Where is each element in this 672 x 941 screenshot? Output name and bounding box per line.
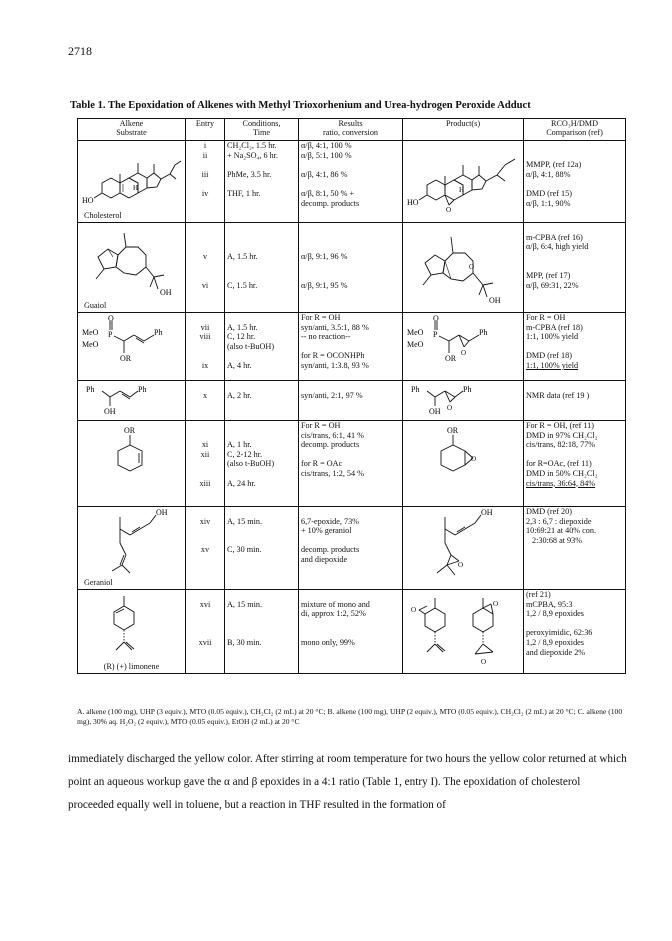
svg-text:O: O bbox=[446, 206, 452, 214]
substrate-name: Cholesterol bbox=[84, 211, 122, 221]
geraniol-epoxide-structure bbox=[405, 507, 521, 589]
geraniol-structure bbox=[80, 507, 183, 579]
svg-text:OH: OH bbox=[429, 407, 441, 416]
results-cell: For R = OH syn/anti, 3.5:1, 88 % -- no reaction-- for R = OCONHPh syn/anti, 1:3.8, 93 % bbox=[299, 313, 403, 381]
entry-cell: i ii iii iv bbox=[186, 141, 225, 223]
substrate-name: Guaiol bbox=[84, 301, 107, 311]
limonene-epoxides-structure bbox=[405, 590, 521, 672]
table-row bbox=[78, 381, 626, 421]
substrate-name: (R) (+) limonene bbox=[103, 662, 160, 672]
product-phosphonate-epoxide bbox=[403, 313, 524, 381]
comparison-cell: NMR data (ref 19 ) bbox=[524, 381, 626, 421]
header-products: Product(s) bbox=[403, 119, 524, 141]
svg-text:Ph: Ph bbox=[411, 385, 420, 394]
svg-text:Ph: Ph bbox=[138, 385, 147, 394]
table-row bbox=[78, 141, 626, 223]
guaiol-epoxide-structure bbox=[405, 223, 521, 311]
svg-text:Ph: Ph bbox=[479, 328, 488, 337]
comparison-cell: (ref 21) mCPBA, 95:3 1,2 / 8,9 epoxides peroxyimidic, 62:36 1,2 / 8,9 epoxides and diepoxide 2% bbox=[524, 590, 626, 674]
substrate-diphenyl-allylic-alcohol bbox=[78, 381, 186, 421]
svg-text:Ph: Ph bbox=[86, 385, 95, 394]
header-comparison: RCO₃H/DMD Comparison (ref) bbox=[524, 119, 626, 141]
svg-text:O: O bbox=[471, 455, 477, 463]
svg-text:O: O bbox=[481, 658, 487, 666]
header-conditions: Conditions, Time bbox=[225, 119, 299, 141]
comparison-cell: For R = OH, (ref 11) DMD in 97% CH₂Cl₂ cis/trans, 82:18, 77% for R=OAc, (ref 11) DMD in 50% CH₂Cl₂ cis/trans, 36:64, 84% bbox=[524, 421, 626, 507]
results-cell: For R = OH cis/trans, 6:1, 41 % decomp. products for R = OAc cis/trans, 1:2, 54 % bbox=[299, 421, 403, 507]
conditions-cell: A, 1 hr. C, 2-12 hr. (also t-BuOH) A, 24 hr. bbox=[225, 421, 299, 507]
svg-text:MeO: MeO bbox=[82, 340, 99, 349]
phosphonate-structure bbox=[80, 313, 183, 379]
entry-cell: xiv xv bbox=[186, 507, 225, 590]
conditions-cell: A, 2 hr. bbox=[225, 381, 299, 421]
comparison-cell: For R = OH m-CPBA (ref 18) 1:1, 100% yield DMD (ref 18) 1:1, 100% yield bbox=[524, 313, 626, 381]
svg-text:O: O bbox=[461, 349, 467, 357]
table-row bbox=[78, 421, 626, 507]
phosphonate-epoxide-structure bbox=[405, 313, 521, 379]
substrate-cholesterol bbox=[78, 141, 186, 223]
svg-text:H: H bbox=[133, 184, 139, 192]
results-cell: mixture of mono and di, approx 1:2, 52% mono only, 99% bbox=[299, 590, 403, 674]
conditions-cell: A, 15 min. B, 30 min. bbox=[225, 590, 299, 674]
header-entry: Entry bbox=[186, 119, 225, 141]
substrate-phosphonate bbox=[78, 313, 186, 381]
comparison-cell: m-CPBA (ref 16) α/β, 6:4, high yield MPP, (ref 17) α/β, 69:31, 22% bbox=[524, 223, 626, 313]
comparison-cell: DMD (ref 20) 2,3 : 6,7 : diepoxide 10:69:21 at 40% con. 2:30:68 at 93% bbox=[524, 507, 626, 590]
svg-text:O: O bbox=[447, 404, 453, 412]
results-cell: α/β, 9:1, 96 % α/β, 9:1, 95 % bbox=[299, 223, 403, 313]
results-cell: syn/anti, 2:1, 97 % bbox=[299, 381, 403, 421]
table-row bbox=[78, 507, 626, 590]
svg-text:O: O bbox=[108, 314, 114, 323]
svg-text:O: O bbox=[493, 600, 499, 608]
entry-cell: xi xii xiii bbox=[186, 421, 225, 507]
svg-text:O: O bbox=[469, 263, 475, 271]
svg-text:MeO: MeO bbox=[407, 340, 424, 349]
entry-cell: xvi xvii bbox=[186, 590, 225, 674]
results-cell: α/β, 4:1, 100 % α/β, 5:1, 100 % α/β, 4:1, 86 % α/β, 8:1, 50 % + decomp. products bbox=[299, 141, 403, 223]
table-row bbox=[78, 313, 626, 381]
substrate-limonene bbox=[78, 590, 186, 674]
conditions-cell: A, 15 min. C, 30 min. bbox=[225, 507, 299, 590]
svg-text:O: O bbox=[433, 314, 439, 323]
results-cell: 6,7-epoxide, 73% + 10% geraniol decomp. products and diepoxide bbox=[299, 507, 403, 590]
svg-text:P: P bbox=[108, 330, 113, 339]
svg-text:HO: HO bbox=[407, 198, 419, 207]
conditions-cell: A, 1.5 hr. C, 12 hr. (also t-BuOH) A, 4 hr. bbox=[225, 313, 299, 381]
svg-text:Ph: Ph bbox=[463, 385, 472, 394]
table-caption: Table 1. The Epoxidation of Alkenes with Methyl Trioxorhenium and Urea-hydrogen Peroxide Adduct bbox=[70, 100, 531, 111]
product-cyclohexene-oxide bbox=[403, 421, 524, 507]
diphenyl-epoxide-structure bbox=[405, 381, 521, 419]
svg-text:OH: OH bbox=[104, 407, 116, 416]
cyclohexene-oxide-structure bbox=[405, 421, 521, 505]
svg-text:HO: HO bbox=[82, 196, 94, 205]
svg-text:OR: OR bbox=[120, 354, 132, 363]
svg-text:O: O bbox=[458, 561, 464, 569]
svg-text:OH: OH bbox=[481, 508, 493, 517]
svg-text:OR: OR bbox=[445, 354, 457, 363]
cholesterol-structure bbox=[80, 141, 183, 211]
product-diphenyl-epoxy-alcohol bbox=[403, 381, 524, 421]
svg-text:OR: OR bbox=[447, 426, 459, 435]
svg-text:OH: OH bbox=[156, 508, 168, 517]
svg-text:P: P bbox=[433, 330, 438, 339]
body-paragraph: immediately discharged the yellow color. After stirring at room temperature for two hours the yellow color returned at which point an aqueous workup gave the α and β epoxides in a 4:1 ratio (Table 1, entry I). The epoxidation of cholesterol proceeded equally well in toluene, but a reaction in THF resulted in the formation of bbox=[68, 753, 627, 811]
table-footnote: A. alkene (100 mg), UHP (3 equiv.), MTO (0.05 equiv.), CH₂Cl₂ (2 mL) at 20 °C; B. alkene (100 mg), UHP (2 equiv.), MTO (0.05 equiv.), CH₂Cl₂ (2 mL) at 20 °C; C. alkene (100 mg), 30% aq. H₂O₂ (2 equiv.), MTO (0.05 equiv.), EtOH (2 mL) at 20 °C bbox=[77, 707, 623, 726]
svg-text:MeO: MeO bbox=[407, 328, 424, 337]
entry-cell: vii viii ix bbox=[186, 313, 225, 381]
svg-text:O: O bbox=[411, 606, 417, 614]
table-header-row bbox=[78, 119, 626, 141]
substrate-cyclohexenol bbox=[78, 421, 186, 507]
header-alkene: Alkene Substrate bbox=[78, 119, 186, 141]
cholesterol-epoxide-structure bbox=[405, 141, 521, 221]
entry-cell: x bbox=[186, 381, 225, 421]
header-results: Results ratio, conversion bbox=[299, 119, 403, 141]
guaiol-structure bbox=[80, 223, 183, 301]
svg-text:H: H bbox=[459, 186, 465, 194]
conditions-cell: A, 1.5 hr. C, 1.5 hr. bbox=[225, 223, 299, 313]
product-guaiol-epoxide bbox=[403, 223, 524, 313]
substrate-guaiol bbox=[78, 223, 186, 313]
table-row bbox=[78, 223, 626, 313]
limonene-structure bbox=[80, 590, 183, 662]
svg-text:Ph: Ph bbox=[154, 328, 163, 337]
product-cholesterol-epoxide bbox=[403, 141, 524, 223]
conditions-cell: CH₂Cl₂, 1.5 hr. + Na₂SO₄, 6 hr. PhMe, 3.5 hr. THF, 1 hr. bbox=[225, 141, 299, 223]
svg-text:MeO: MeO bbox=[82, 328, 99, 337]
svg-text:OH: OH bbox=[160, 288, 172, 297]
diphenyl-alcohol-structure bbox=[80, 381, 183, 419]
svg-text:OR: OR bbox=[124, 426, 136, 435]
table-row bbox=[78, 590, 626, 674]
page-number: 2718 bbox=[68, 44, 92, 58]
product-geraniol-epoxide bbox=[403, 507, 524, 590]
cyclohexenol-structure bbox=[80, 421, 183, 505]
epoxidation-table bbox=[77, 118, 626, 674]
substrate-name: Geraniol bbox=[84, 578, 113, 588]
substrate-geraniol bbox=[78, 507, 186, 590]
svg-text:OH: OH bbox=[489, 296, 501, 305]
entry-cell: v vi bbox=[186, 223, 225, 313]
product-limonene-epoxides bbox=[403, 590, 524, 674]
comparison-cell: MMPP, (ref 12a) α/β, 4:1, 88% DMD (ref 15) α/β, 1:1, 90% bbox=[524, 141, 626, 223]
